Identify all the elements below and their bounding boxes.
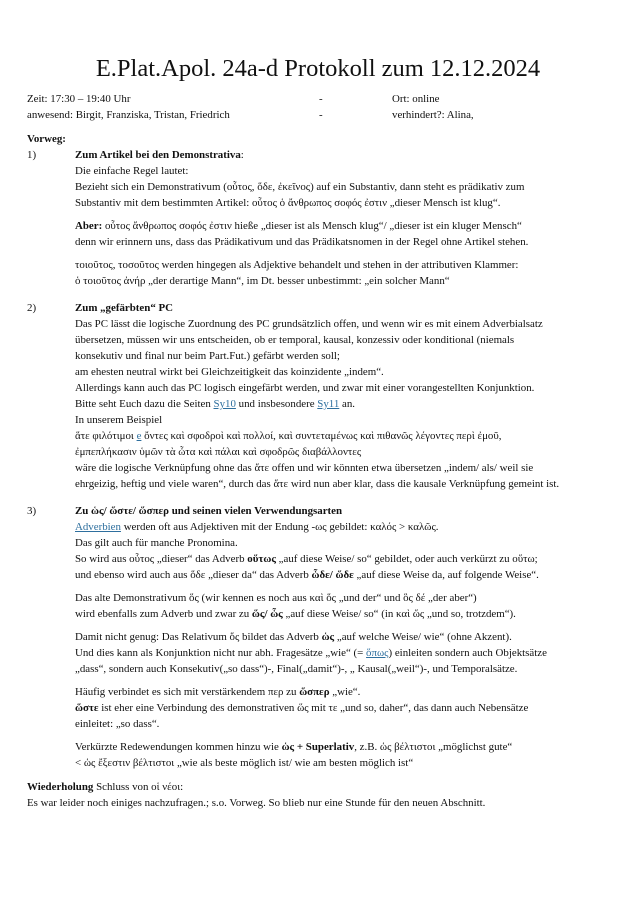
- text-segment: ἅτε φιλότιμοι: [75, 430, 137, 442]
- bold-text: Zu ὡς/ ὥστε/ ὥσπερ und seinen vielen Verwendungsarten: [75, 505, 343, 517]
- bold-text: ὡς + Superlativ: [281, 741, 355, 753]
- text-segment: Das PC lässt die logische Zuordnung des PC grundsätzlich offen, und wenn wir es mit einem Adverbialsatz: [75, 318, 543, 330]
- text-segment: „auf diese Weise/ so“ gebildet, oder auch verkürzt zu οὕτω;: [275, 553, 538, 565]
- page-link[interactable]: Adverbien: [75, 521, 121, 533]
- sections: [27, 147, 616, 771]
- text-segment: „auf diese Weise/ so“ (in καὶ ὥς „und so, trotzdem“).: [282, 608, 516, 620]
- text-line: [27, 779, 616, 795]
- text-segment: Das gilt auch für manche Pronomina.: [75, 537, 238, 549]
- document-body: [27, 91, 616, 811]
- text-line: [75, 396, 616, 412]
- page-link[interactable]: e: [136, 430, 142, 442]
- text-segment: Damit nicht genug: Das Relativum ὅς bildet das Adverb: [75, 631, 322, 643]
- text-segment: „dass“, sondern auch Konsekutiv(„so dass“)-, Final(„damit“)-, „ Kausal(„weil“)-, und Temporalsätze.: [75, 663, 518, 675]
- paragraph: [75, 218, 616, 250]
- section-heading: [75, 300, 616, 316]
- text-line: [75, 332, 616, 348]
- meta-attendance-row: [27, 107, 616, 123]
- paragraph: [75, 684, 616, 732]
- text-line: [75, 364, 616, 380]
- text-segment: wird ebenfalls zum Adverb und zwar zu: [75, 608, 252, 620]
- text-line: [75, 700, 616, 716]
- text-line: [27, 795, 616, 811]
- paragraph: [75, 257, 616, 289]
- text-line: [75, 590, 616, 606]
- section-3: [27, 503, 616, 771]
- text-segment: Häufig verbindet es sich mit verstärkendem περ zu: [75, 686, 300, 698]
- text-line: [75, 629, 616, 645]
- text-segment: und insbesondere: [235, 398, 318, 410]
- bold-text: οὕτως: [247, 553, 276, 565]
- text-segment: ὄντες καὶ σφοδροὶ καὶ πολλοί, καὶ συντεταμένως καὶ πιθανῶς λέγοντες περὶ ἐμοῦ,: [141, 430, 502, 442]
- text-segment: Es war leider noch einiges nachzufragen.; s.o. Vorweg. So blieb nur eine Stunde für den neuen Abschnitt.: [27, 797, 486, 809]
- list-number: 2): [27, 302, 37, 314]
- text-line: [75, 661, 616, 677]
- text-line: [75, 163, 616, 179]
- paragraph: [75, 739, 616, 771]
- text-segment: wäre die logische Verknüpfung ohne das ἅτε offen und wir könnten etwa übersetzen „indem/ als/ weil sie: [75, 462, 534, 474]
- text-segment: τοιοῦτος, τοσοῦτος werden hingegen als Adjektive behandelt und stehen in der attributiven Klammer:: [75, 259, 519, 271]
- text-line: [75, 218, 616, 234]
- paragraph: [75, 316, 616, 492]
- text-line: [75, 551, 616, 567]
- text-segment: < ὡς ἔξεστιν βέλτιστοι „wie als beste möglich ist/ wie am besten möglich ist“: [75, 757, 414, 769]
- text-segment: Das alte Demonstrativum ὅς (wir kennen es noch aus καὶ ὅς „und der“ und ὃς δέ „der aber“): [75, 592, 477, 604]
- text-segment: οὗτος ἄνθρωπος σοφός ἐστιν hieße „dieser ist als Mensch klug“/ „dieser ist ein kluger Mensch“: [102, 220, 522, 232]
- text-segment: :: [240, 149, 244, 161]
- text-segment: Allerdings kann auch das PC logisch eingefärbt werden, und zwar mit einer vorangestellten Konjunktion.: [75, 382, 535, 394]
- meta-present: anwesend: Birgit, Franziska, Tristan, Friedrich: [27, 109, 230, 121]
- text-segment: So wird aus οὗτος „dieser“ das Adverb: [75, 553, 248, 565]
- section-heading: [75, 147, 616, 163]
- bold-text: ὥστε: [75, 702, 99, 714]
- text-line: [75, 195, 616, 211]
- text-segment: Die einfache Regel lautet:: [75, 165, 189, 177]
- meta-time-row: [27, 91, 616, 107]
- paragraph: [75, 590, 616, 622]
- document-title: E.Plat.Apol. 24a-d Protokoll zum 12.12.2024: [95, 55, 541, 82]
- text-line: [75, 348, 616, 364]
- text-segment: am ehesten neutral wirkt bei Gleichzeitigkeit das koinzidente „indem“.: [75, 366, 384, 378]
- meta-time: Zeit: 17:30 – 19:40 Uhr: [27, 93, 131, 105]
- wiederholung-block: [27, 779, 616, 811]
- text-line: [75, 273, 616, 289]
- text-segment: ὁ τοιοῦτος ἀνήρ „der derartige Mann“, im Dt. besser unbestimmt: „ein solcher Mann“: [75, 275, 450, 287]
- section-2: [27, 300, 616, 492]
- text-segment: , z.B. ὡς βέλτιστοι „möglichst gute“: [354, 741, 513, 753]
- text-line: [75, 755, 616, 771]
- text-segment: übersetzen, müssen wir uns entscheiden, ob er temporal, kausal, konzessiv oder konditional (niemals: [75, 334, 515, 346]
- bold-text: Wiederholung: [27, 781, 94, 793]
- text-segment: „auf welche Weise/ wie“ (ohne Akzent).: [334, 631, 512, 643]
- paragraph: [75, 629, 616, 677]
- text-line: [75, 716, 616, 732]
- text-line: [75, 606, 616, 622]
- text-line: [75, 535, 616, 551]
- text-segment: werden oft aus Adjektiven mit der Endung -ως gebildet: καλός > καλῶς.: [120, 521, 439, 533]
- text-line: [75, 684, 616, 700]
- text-segment: denn wir erinnern uns, dass das Prädikativum und das Prädikatsnomen in der Regel ohne Artikel stehen.: [75, 236, 529, 248]
- text-line: [75, 567, 616, 583]
- section-1: [27, 147, 616, 289]
- text-segment: Und dies kann als Konjunktion nicht nur abh. Fragesätze „wie“ (=: [75, 647, 367, 659]
- text-segment: Verkürzte Redewendungen kommen hinzu wie: [75, 741, 282, 753]
- text-line: [75, 179, 616, 195]
- text-segment: einleitet: „so dass“.: [75, 718, 160, 730]
- bold-text: Zum „gefärbten“ PC: [75, 302, 174, 314]
- text-line: [75, 380, 616, 396]
- text-segment: In unserem Beispiel: [75, 414, 163, 426]
- bold-text: ὥσπερ: [299, 686, 330, 698]
- bold-text: ὡς: [321, 631, 335, 643]
- text-segment: ist eher eine Verbindung des demonstrativen ὥς mit τε „und so, daher“, das dann auch Nebensätze: [98, 702, 529, 714]
- text-line: [75, 444, 616, 460]
- text-line: [75, 519, 616, 535]
- text-line: [75, 476, 616, 492]
- vorweg-heading: Vorweg:: [27, 133, 66, 145]
- text-segment: an.: [339, 398, 356, 410]
- text-line: [75, 460, 616, 476]
- text-segment: ehrgeizig, heftig und viele waren“, durch das ἅτε wird nun aber klar, dass die kausale Verknüpfung gemeint ist.: [75, 478, 560, 490]
- text-segment: konsekutiv und final nur beim Part.Fut.) gefärbt werden soll;: [75, 350, 340, 362]
- list-number: 3): [27, 505, 37, 517]
- section-heading: [75, 503, 616, 519]
- bold-text: ὥς/ ὧς: [251, 608, 283, 620]
- list-number: 1): [27, 149, 37, 161]
- text-segment: Bezieht sich ein Demonstrativum (οὗτος, ὅδε, ἐκεῖνος) auf ein Substantiv, dann steht es prädikativ zum: [75, 181, 525, 193]
- page-link[interactable]: Sy11: [317, 398, 340, 410]
- text-segment: ἐμπεπλήκασιν ὑμῶν τὰ ὦτα καὶ πάλαι καὶ σφοδρῶς διαβάλλοντες: [75, 446, 362, 458]
- text-line: [75, 234, 616, 250]
- meta-separator: -: [319, 109, 323, 121]
- text-segment: und ebenso wird auch aus ὅδε „dieser da“ das Adverb: [75, 569, 312, 581]
- text-line: [75, 257, 616, 273]
- text-line: [75, 739, 616, 755]
- meta-separator: -: [319, 93, 323, 105]
- meta-location: Ort: online: [392, 93, 440, 105]
- text-segment: Schluss von οἱ νέοι:: [93, 781, 184, 793]
- text-line: [75, 645, 616, 661]
- text-segment: „wie“.: [329, 686, 361, 698]
- text-line: [75, 316, 616, 332]
- bold-text: Aber:: [75, 220, 103, 232]
- text-line: [75, 428, 616, 444]
- bold-text: ὧδε/ ὥδε: [311, 569, 354, 581]
- paragraph: [75, 519, 616, 583]
- text-segment: Substantiv mit dem bestimmten Artikel: οὗτος ὁ ἄνθρωπος σοφός ἐστιν „dieser Mensch ist klug“.: [75, 197, 501, 209]
- text-line: [75, 412, 616, 428]
- bold-text: Zum Artikel bei den Demonstrativa: [75, 149, 241, 161]
- meta-absent: verhindert?: Alina,: [392, 109, 474, 121]
- text-segment: Bitte seht Euch dazu die Seiten: [75, 398, 214, 410]
- paragraph: [75, 163, 616, 211]
- text-segment: „auf diese Weise da, auf folgende Weise“.: [353, 569, 539, 581]
- page-link[interactable]: ὅπως: [366, 647, 389, 659]
- page-link[interactable]: Sy10: [213, 398, 236, 410]
- text-segment: ) einleiten sondern auch Objektsätze: [388, 647, 547, 659]
